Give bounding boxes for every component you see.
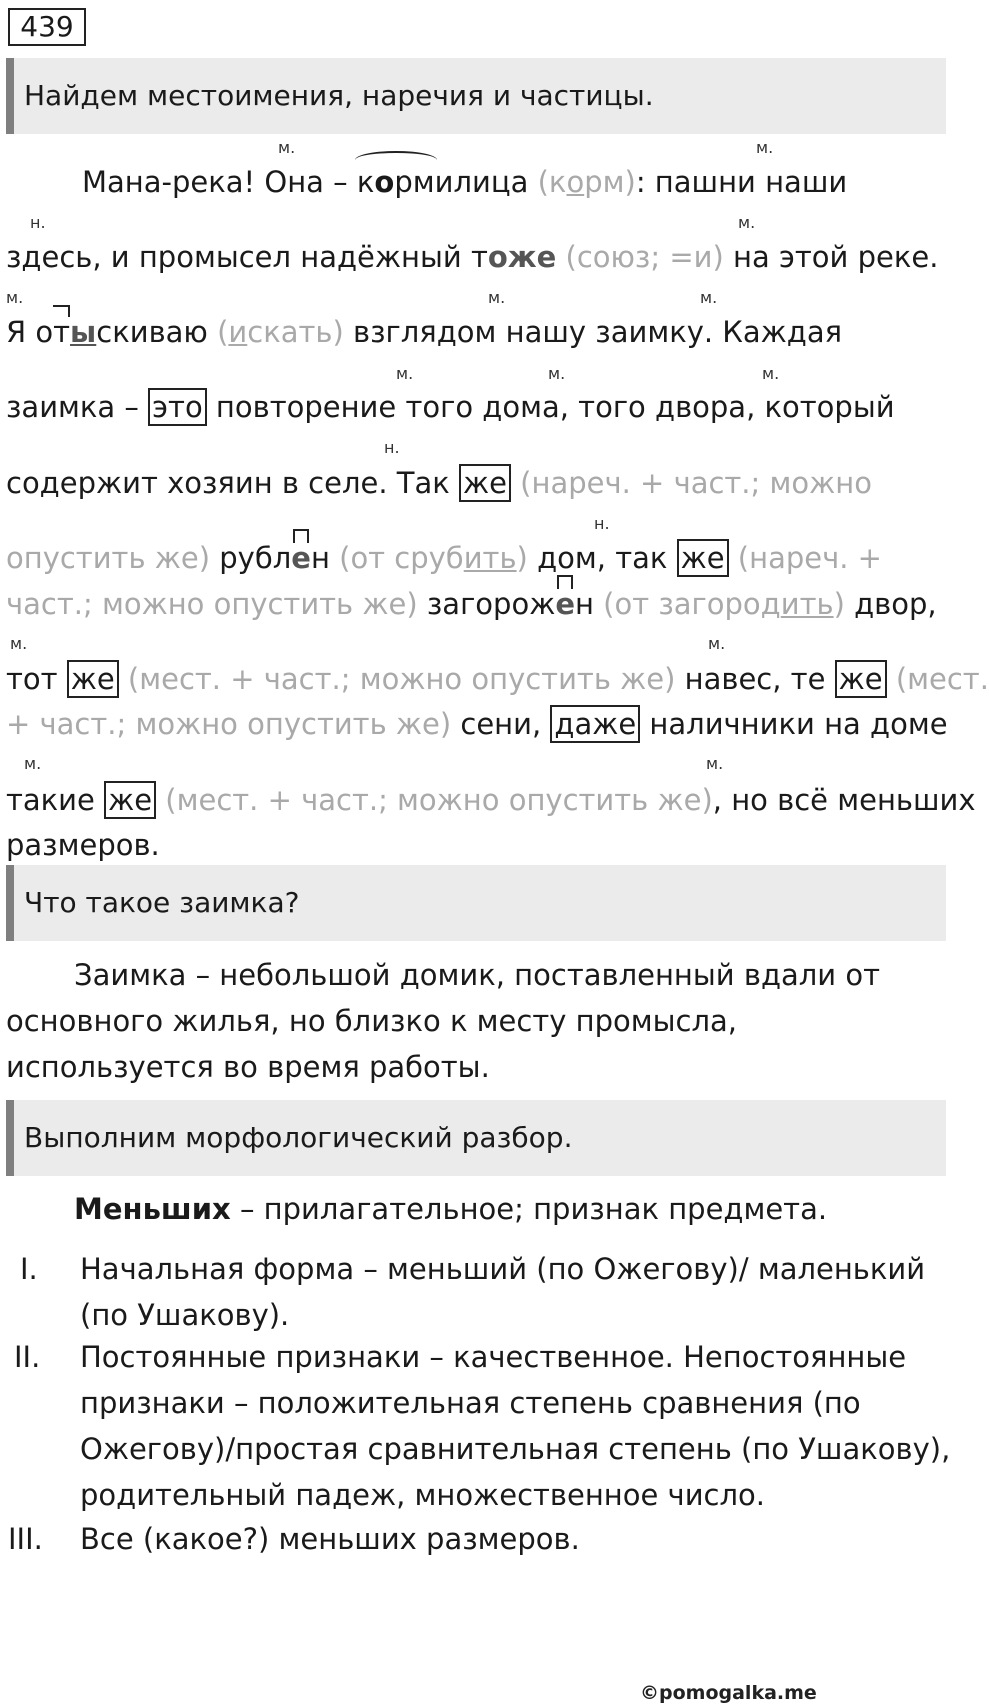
mark-m: м.	[10, 634, 28, 653]
mark-m: м.	[708, 634, 726, 653]
boxed-word: же	[835, 660, 887, 698]
item-line: Начальная форма – меньший (по Ожегову)/ маленький	[80, 1252, 926, 1286]
mark-m: м.	[738, 213, 756, 232]
text-line-7: част.; можно опустить же) загорожен (от загородить) двор,	[6, 587, 937, 621]
boxed-word: же	[67, 660, 119, 698]
item-line: Все (какое?) меньших размеров.	[80, 1522, 580, 1556]
item-number: II.	[14, 1340, 41, 1374]
definition-line: Заимка – небольшой домик, поставленный вдали от	[74, 958, 880, 992]
definition-line: основного жилья, но близко к месту промысла,	[6, 1004, 737, 1038]
text-line-6: опустить же) рублен (от срубить) дом, так же (нареч. +	[6, 541, 882, 575]
mark-m: м.	[706, 754, 724, 773]
watermark-logo: ©pomogalka.me	[640, 1682, 817, 1704]
boxed-word: это	[148, 388, 207, 426]
boxed-word: же	[677, 539, 729, 577]
definition-line: используется во время работы.	[6, 1050, 490, 1084]
section-header-task: Найдем местоимения, наречия и частицы.	[6, 58, 946, 134]
text-line-3: Я отыскиваю (искать) взглядом нашу заимку. Каждая	[6, 315, 843, 349]
mark-n: н.	[384, 438, 400, 457]
text-line-1: Мана-река! Она – кормилица (корм): пашни наши	[82, 165, 848, 199]
mark-n: н.	[594, 514, 610, 533]
section-header-analysis: Выполним морфологический разбор.	[6, 1100, 946, 1176]
mark-m: м.	[756, 138, 774, 157]
text-line-8: тот же (мест. + част.; можно опустить же) навес, те же (мест.	[6, 662, 989, 696]
text-line-9: + част.; можно опустить же) сени, даже наличники на доме	[6, 707, 948, 741]
mark-m: м.	[24, 754, 42, 773]
text-line-4: заимка – это повторение того дома, того двора, который	[6, 390, 895, 424]
mark-m: м.	[488, 288, 506, 307]
item-line: Постоянные признаки – качественное. Непостоянные	[80, 1340, 907, 1374]
item-line: Ожегову)/простая сравнительная степень (по Ушакову),	[80, 1432, 951, 1466]
section-header-question: Что такое заимка?	[6, 865, 946, 941]
text-line-2: здесь, и промысел надёжный тоже (союз; =и) на этой реке.	[6, 240, 939, 274]
text-line-11: размеров.	[6, 828, 160, 862]
item-line: родительный падеж, множественное число.	[80, 1478, 765, 1512]
text-line-10: такие же (мест. + част.; можно опустить же), но всё меньших	[6, 783, 976, 817]
text-line-5: содержит хозяин в селе. Так же (нареч. + част.; можно	[6, 466, 872, 500]
mark-m: м.	[278, 138, 296, 157]
mark-m: м.	[548, 364, 566, 383]
mark-m: м.	[762, 364, 780, 383]
boxed-word: же	[104, 781, 156, 819]
item-line: (по Ушакову).	[80, 1298, 290, 1332]
item-line: признаки – положительная степень сравнения (по	[80, 1386, 861, 1420]
mark-m: м.	[396, 364, 414, 383]
analysis-lead: Меньших – прилагательное; признак предмета.	[74, 1192, 828, 1226]
mark-n: н.	[30, 213, 46, 232]
mark-m: м.	[6, 288, 24, 307]
exercise-number: 439	[8, 8, 86, 46]
mark-m: м.	[700, 288, 718, 307]
boxed-word: же	[459, 464, 511, 502]
boxed-word: даже	[550, 705, 640, 743]
item-number: I.	[20, 1252, 38, 1286]
item-number: III.	[8, 1522, 43, 1556]
